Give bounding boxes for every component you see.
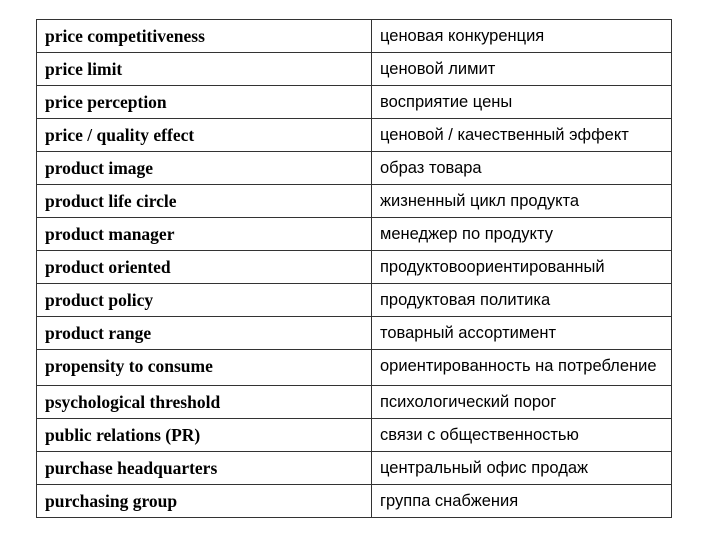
translation-cell: ценовой лимит: [372, 53, 672, 86]
translation-cell: ценовой / качественный эффект: [372, 119, 672, 152]
table-row: [37, 152, 672, 185]
translation-cell: ориентированность на потребление: [372, 350, 672, 386]
translation-cell: психологический порог: [372, 386, 672, 419]
table-row: [37, 86, 672, 119]
table-row: [37, 20, 672, 53]
term-cell: product life circle: [37, 185, 372, 218]
table-row: [37, 419, 672, 452]
table-row: [37, 284, 672, 317]
term-cell: product oriented: [37, 251, 372, 284]
term-cell: purchase headquarters: [37, 452, 372, 485]
table-row: [37, 350, 672, 386]
translation-cell: группа снабжения: [372, 485, 672, 518]
term-cell: price / quality effect: [37, 119, 372, 152]
translation-cell: продуктовая политика: [372, 284, 672, 317]
translation-cell: менеджер по продукту: [372, 218, 672, 251]
translation-cell: ценовая конкуренция: [372, 20, 672, 53]
term-cell: price perception: [37, 86, 372, 119]
term-cell: purchasing group: [37, 485, 372, 518]
table-row: [37, 485, 672, 518]
term-cell: product image: [37, 152, 372, 185]
table-row: [37, 251, 672, 284]
table-row: [37, 185, 672, 218]
term-cell: public relations (PR): [37, 419, 372, 452]
table-row: [37, 452, 672, 485]
term-cell: price competitiveness: [37, 20, 372, 53]
translation-cell: товарный ассортимент: [372, 317, 672, 350]
term-cell: product range: [37, 317, 372, 350]
table-row: [37, 218, 672, 251]
translation-cell: образ товара: [372, 152, 672, 185]
table-row: [37, 53, 672, 86]
term-cell: product manager: [37, 218, 372, 251]
translation-cell: жизненный цикл продукта: [372, 185, 672, 218]
term-cell: product policy: [37, 284, 372, 317]
glossary-table: [36, 19, 672, 518]
term-cell: propensity to consume: [37, 350, 372, 386]
table-row: [37, 119, 672, 152]
translation-cell: продуктовоориентированный: [372, 251, 672, 284]
table-row: [37, 317, 672, 350]
term-cell: price limit: [37, 53, 372, 86]
translation-cell: центральный офис продаж: [372, 452, 672, 485]
table-row: [37, 386, 672, 419]
term-cell: psychological threshold: [37, 386, 372, 419]
translation-cell: связи с общественностью: [372, 419, 672, 452]
translation-cell: восприятие цены: [372, 86, 672, 119]
